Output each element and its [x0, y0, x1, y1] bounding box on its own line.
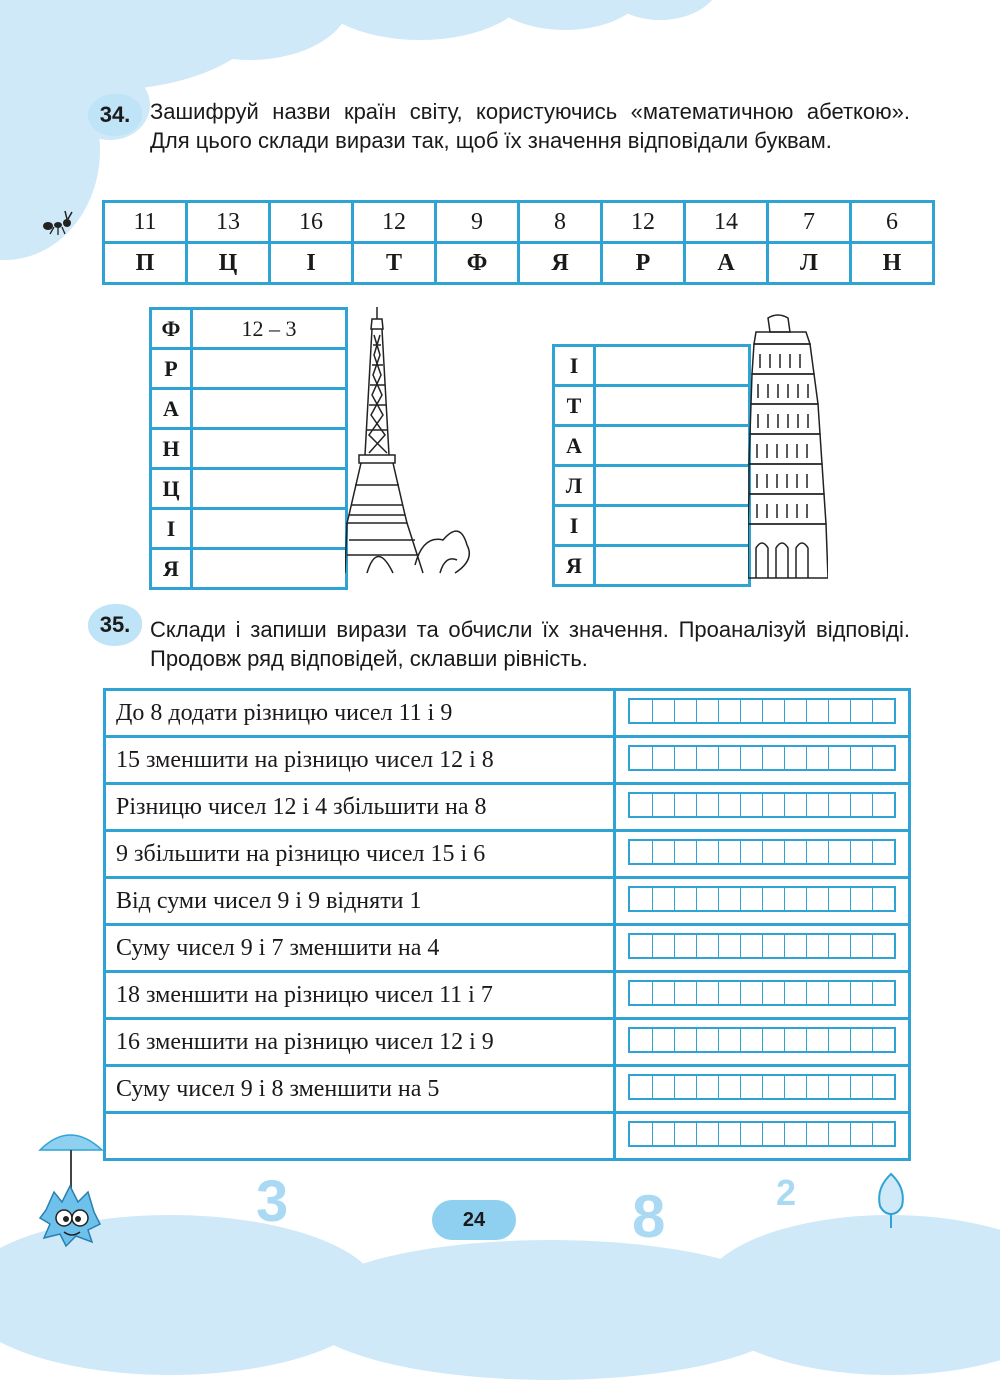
cipher-number: 6: [851, 202, 934, 243]
expression-row: [105, 784, 910, 831]
answer-grid[interactable]: [615, 1113, 910, 1160]
italy-row: [554, 386, 750, 426]
expression-task-text[interactable]: [105, 1113, 615, 1160]
expression-task-text: Суму чисел 9 і 7 зменшити на 4: [105, 925, 615, 972]
expression-cell[interactable]: [595, 346, 750, 386]
expression-row: [105, 878, 910, 925]
expression-row: [105, 690, 910, 737]
answer-grid[interactable]: [615, 831, 910, 878]
answer-grid[interactable]: [615, 737, 910, 784]
france-row: [151, 389, 347, 429]
letter-cell: Я: [151, 549, 192, 589]
expression-task-text: До 8 додати різницю чисел 11 і 9: [105, 690, 615, 737]
answer-grid[interactable]: [615, 690, 910, 737]
cipher-number: 11: [104, 202, 187, 243]
expression-cell[interactable]: [192, 349, 347, 389]
letter-cell: Р: [151, 349, 192, 389]
letter-cell: І: [554, 506, 595, 546]
expression-task-text: 9 збільшити на різницю чисел 15 і 6: [105, 831, 615, 878]
italy-row: [554, 426, 750, 466]
answer-grid[interactable]: [615, 1066, 910, 1113]
expression-row-empty: [105, 1113, 910, 1160]
france-row: [151, 349, 347, 389]
cipher-letters-row: [104, 243, 934, 284]
answer-grid[interactable]: [615, 1019, 910, 1066]
decor-digit-8: 8: [632, 1183, 666, 1250]
cipher-number: 9: [436, 202, 519, 243]
expression-cell[interactable]: [595, 506, 750, 546]
france-row: [151, 309, 347, 349]
france-row: [151, 469, 347, 509]
decor-digit-2: 2: [776, 1172, 797, 1213]
cipher-letter: П: [104, 243, 187, 284]
expression-task-text: 15 зменшити на різницю чисел 12 і 8: [105, 737, 615, 784]
expression-row: [105, 972, 910, 1019]
expression-cell[interactable]: [192, 469, 347, 509]
cipher-letter: Ф: [436, 243, 519, 284]
expression-row: [105, 737, 910, 784]
italy-row: [554, 546, 750, 586]
cipher-number: 14: [685, 202, 768, 243]
task-35-number-badge: 35.: [88, 604, 142, 646]
tree-icon: [874, 1172, 908, 1230]
expression-task-text: Суму чисел 9 і 8 зменшити на 5: [105, 1066, 615, 1113]
cipher-letter: І: [270, 243, 353, 284]
cipher-letter: Я: [519, 243, 602, 284]
cipher-letter: Л: [768, 243, 851, 284]
page-number-badge: [432, 1200, 516, 1240]
italy-row: [554, 506, 750, 546]
italy-row: [554, 466, 750, 506]
italy-row: [554, 346, 750, 386]
hedgehog-mascot-with-umbrella: [36, 1120, 106, 1250]
pisa-tower-illustration: [748, 314, 828, 580]
letter-cell: І: [151, 509, 192, 549]
letter-cell: А: [151, 389, 192, 429]
expression-row: [105, 1019, 910, 1066]
ant-icon: [40, 208, 76, 236]
letter-cell: Т: [554, 386, 595, 426]
expression-row: [105, 1066, 910, 1113]
cipher-letter: Ц: [187, 243, 270, 284]
expression-task-text: 18 зменшити на різницю чисел 11 і 7: [105, 972, 615, 1019]
france-row: [151, 549, 347, 589]
task-35-instruction: Склади і запиши вирази та обчисли їх значення. Проаналізуй відповіді. Продовж ряд відповідей, склавши рівність.: [150, 617, 910, 671]
cipher-letter: А: [685, 243, 768, 284]
cipher-number: 13: [187, 202, 270, 243]
cipher-number: 12: [353, 202, 436, 243]
page-number: 24: [462, 1208, 486, 1231]
cipher-number: 8: [519, 202, 602, 243]
expression-task-text: Різницю чисел 12 і 4 збільшити на 8: [105, 784, 615, 831]
france-row: [151, 509, 347, 549]
letter-cell: Ц: [151, 469, 192, 509]
cipher-numbers-row: [104, 202, 934, 243]
letter-cell: Ф: [151, 309, 192, 349]
cipher-table: [102, 200, 935, 285]
cipher-letter: Р: [602, 243, 685, 284]
answer-grid[interactable]: [615, 878, 910, 925]
expression-cell[interactable]: [192, 389, 347, 429]
letter-cell: І: [554, 346, 595, 386]
cipher-letter: Т: [353, 243, 436, 284]
cipher-number: 16: [270, 202, 353, 243]
expression-cell[interactable]: [595, 426, 750, 466]
task-34-instruction: Зашифруй назви країн світу, користуючись «математичною абеткою». Для цього склади вирази так, щоб їх значення відповідали буквам.: [150, 99, 910, 153]
cipher-number: 7: [768, 202, 851, 243]
task-34-number-badge: 34.: [88, 94, 142, 136]
expression-cell[interactable]: [595, 386, 750, 426]
expression-cell[interactable]: 12 – 3: [192, 309, 347, 349]
italy-letters-table: [552, 344, 751, 587]
expression-task-text: 16 зменшити на різницю чисел 12 і 9: [105, 1019, 615, 1066]
answer-grid[interactable]: [615, 972, 910, 1019]
cipher-letter: Н: [851, 243, 934, 284]
decor-digit-3: 3: [256, 1169, 289, 1234]
expression-cell[interactable]: [595, 466, 750, 506]
answer-grid[interactable]: [615, 925, 910, 972]
answer-grid[interactable]: [615, 784, 910, 831]
cipher-number: 12: [602, 202, 685, 243]
letter-cell: А: [554, 426, 595, 466]
expressions-table: [103, 688, 911, 1161]
france-row: [151, 429, 347, 469]
expression-cell[interactable]: [192, 429, 347, 469]
expression-row: [105, 925, 910, 972]
eiffel-tower-illustration: [345, 305, 475, 580]
letter-cell: Н: [151, 429, 192, 469]
expression-cell[interactable]: [192, 509, 347, 549]
letter-cell: Л: [554, 466, 595, 506]
expression-row: [105, 831, 910, 878]
expression-cell[interactable]: [595, 546, 750, 586]
expression-task-text: Від суми чисел 9 і 9 відняти 1: [105, 878, 615, 925]
letter-cell: Я: [554, 546, 595, 586]
expression-cell[interactable]: [192, 549, 347, 589]
france-letters-table: [149, 307, 348, 590]
